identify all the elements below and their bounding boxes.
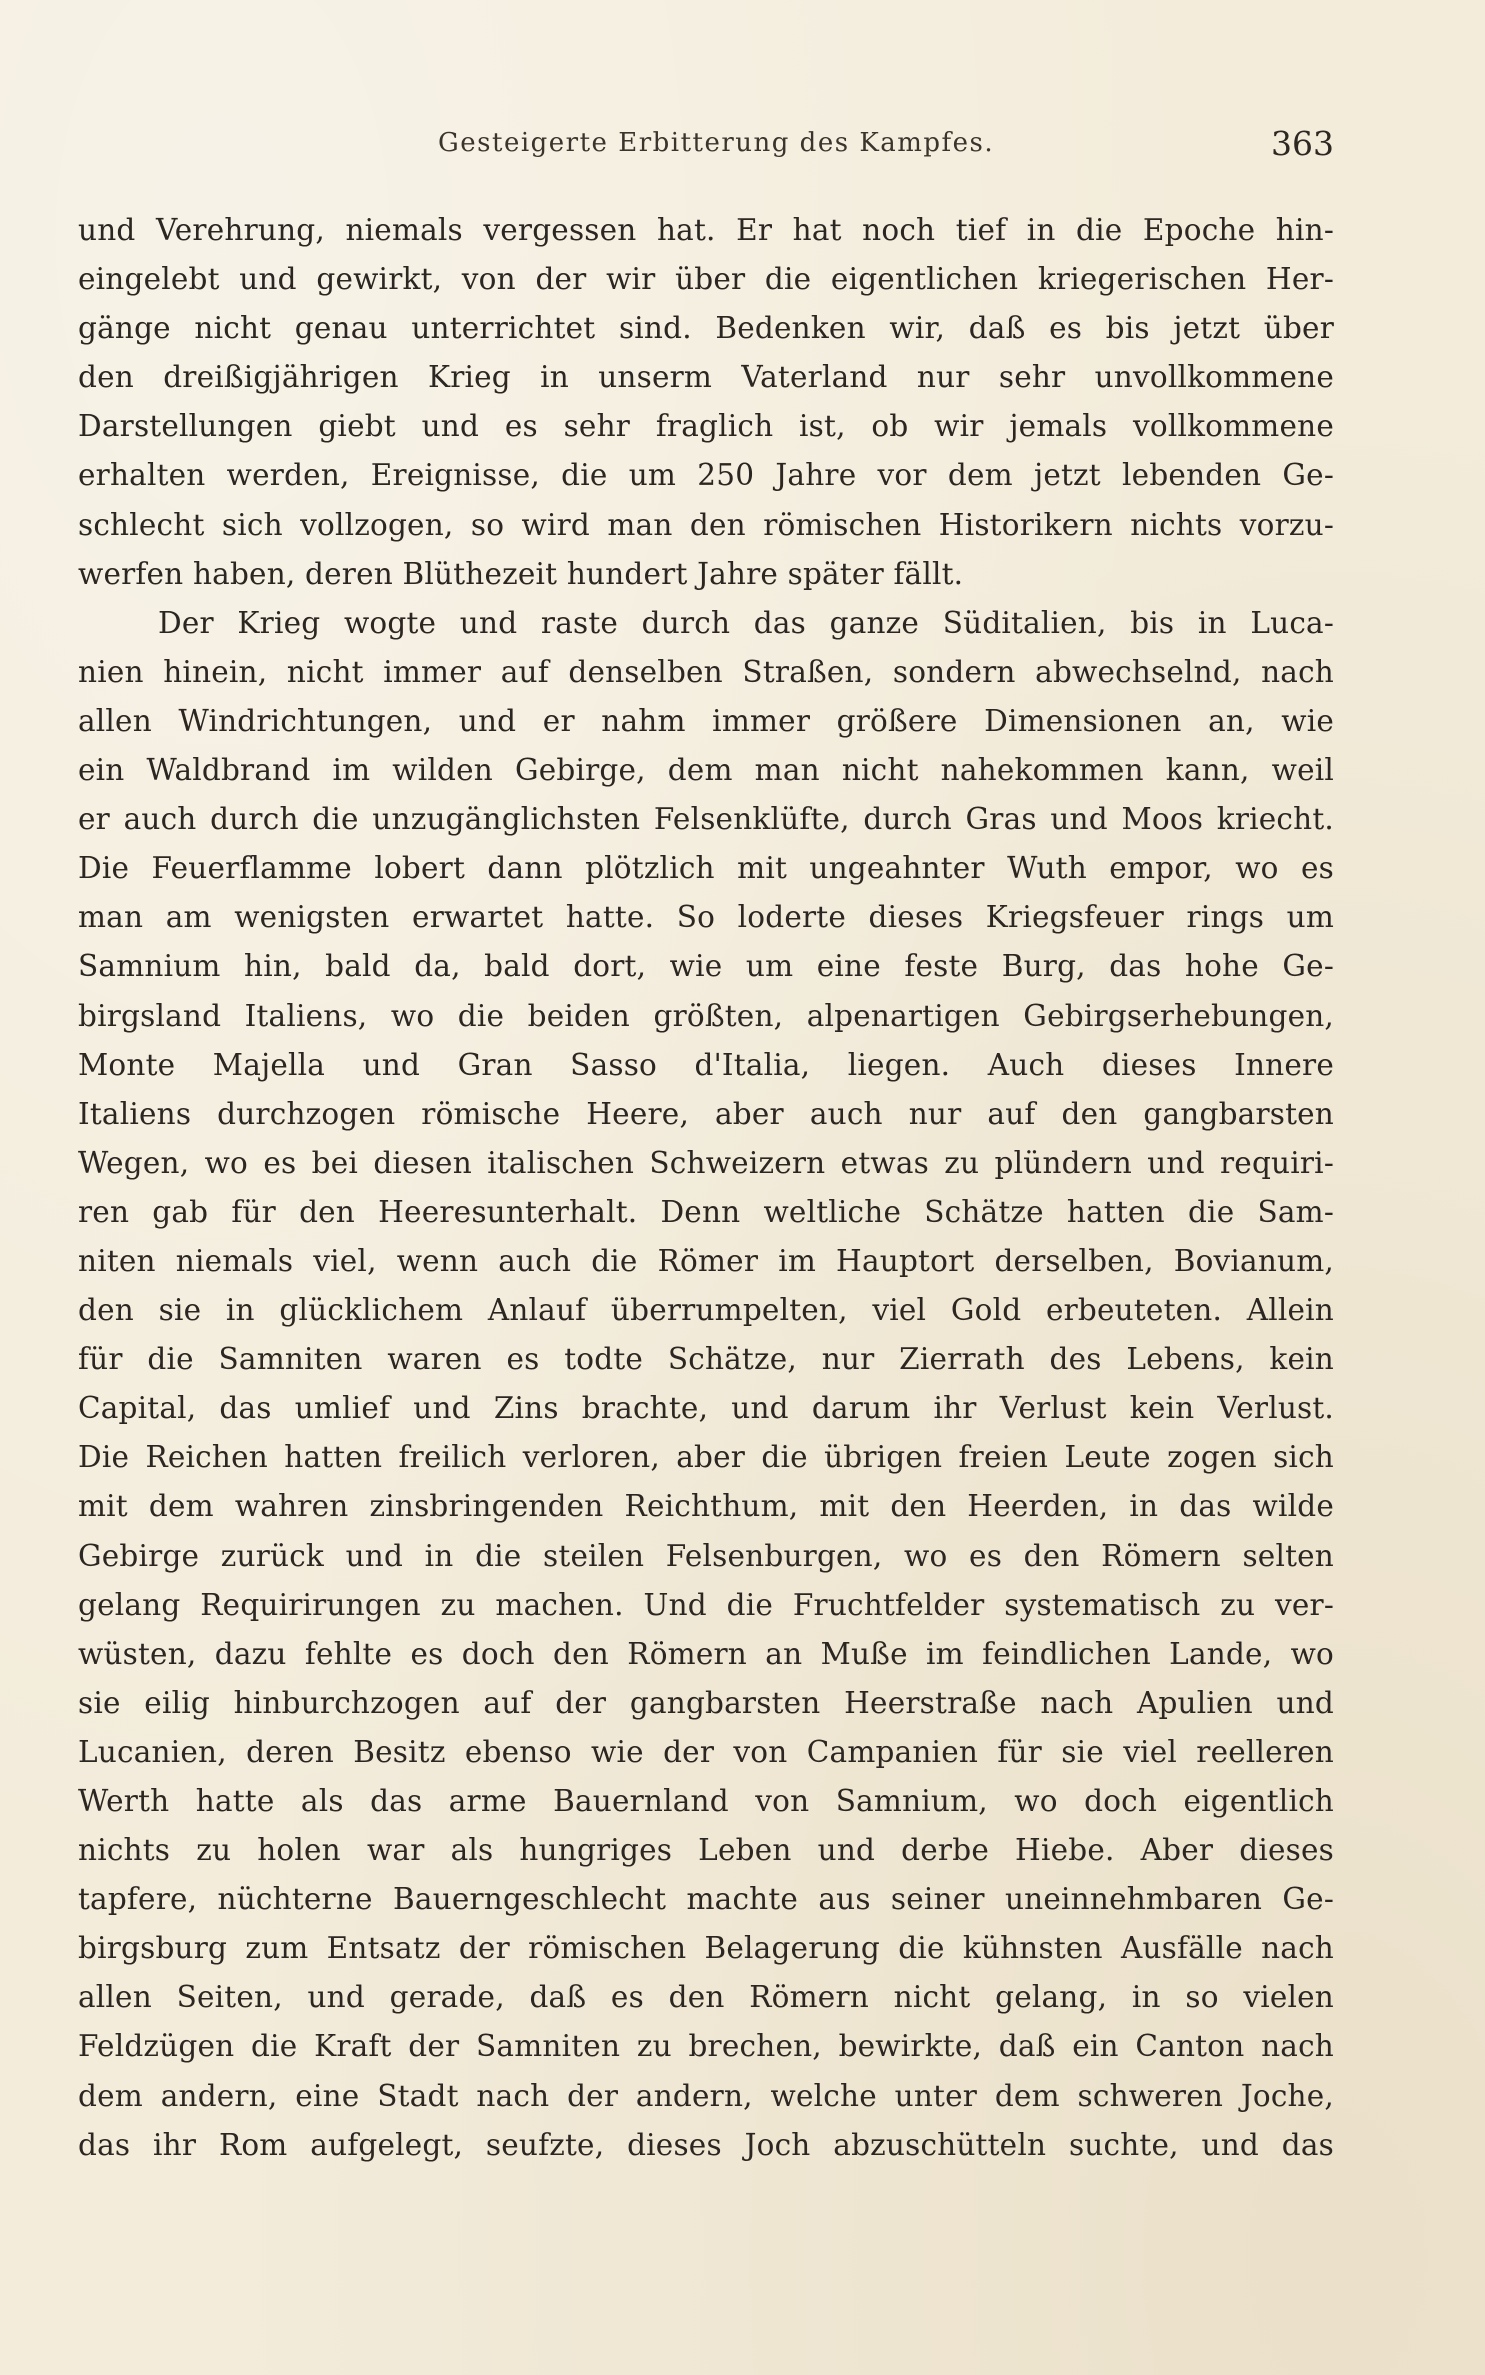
text-line: Die Reichen hatten freilich verloren, aber die übrigen freien Leute zogen sich: [78, 1440, 1334, 1475]
text-line: birgsburg zum Entsatz der römischen Belagerung die kühnsten Ausfälle nach: [78, 1931, 1334, 1966]
text-line: den dreißigjährigen Krieg in unserm Vaterland nur sehr unvollkommene: [78, 360, 1334, 395]
text-line: Darstellungen giebt und es sehr fraglich ist, ob wir jemals vollkommene: [78, 409, 1334, 444]
text-line: Werth hatte als das arme Bauernland von Samnium, wo doch eigentlich: [78, 1784, 1334, 1818]
running-title: Gesteigerte Erbitterung des Kampfes.: [438, 128, 995, 158]
text-line: man am wenigsten erwartet hatte. So loderte dieses Kriegsfeuer rings um: [78, 900, 1334, 935]
text-line: allen Windrichtungen, und er nahm immer größere Dimensionen an, wie: [78, 703, 1334, 738]
text-line: allen Seiten, und gerade, daß es den Römern nicht gelang, in so vielen: [78, 1980, 1334, 2015]
text-line: eingelebt und gewirkt, von der wir über die eigentlichen kriegerischen Her-: [78, 262, 1334, 297]
paragraph: [78, 206, 1334, 599]
text-line: Samnium hin, bald da, bald dort, wie um eine feste Burg, das hohe Ge-: [78, 949, 1334, 984]
text-line: mit dem wahren zinsbringenden Reichthum, mit den Heerden, in das wilde: [78, 1489, 1334, 1524]
text-line: werfen haben, deren Blüthezeit hundert Jahre später fällt.: [78, 556, 964, 591]
text-line: gelang Requirirungen zu machen. Und die Fruchtfelder systematisch zu ver-: [78, 1587, 1334, 1622]
text-line: und Verehrung, niemals vergessen hat. Er hat noch tief in die Epoche hin-: [78, 213, 1334, 247]
text-line: das ihr Rom aufgelegt, seufzte, dieses Joch abzuschütteln suchte, und das: [78, 2127, 1334, 2162]
text-line: Lucanien, deren Besitz ebenso wie der von Campanien für sie viel reelleren: [78, 1734, 1334, 1769]
text-line: ein Waldbrand im wilden Gebirge, dem man nicht nahekommen kann, weil: [78, 753, 1334, 788]
text-line: nichts zu holen war als hungriges Leben und derbe Hiebe. Aber dieses: [78, 1833, 1334, 1868]
text-line: Italiens durchzogen römische Heere, aber auch nur auf den gangbarsten: [78, 1096, 1334, 1131]
text-line: Der Krieg wogte und raste durch das ganze Süditalien, bis in Luca-: [158, 605, 1334, 640]
text-line: für die Samniten waren es todte Schätze, nur Zierrath des Lebens, kein: [78, 1342, 1334, 1377]
page-number: 363: [1271, 124, 1334, 163]
text-line: gänge nicht genau unterrichtet sind. Bedenken wir, daß es bis jetzt über: [78, 311, 1334, 346]
text-line: ren gab für den Heeresunterhalt. Denn weltliche Schätze hatten die Sam-: [78, 1194, 1334, 1229]
text-line: Capital, das umlief und Zins brachte, und darum ihr Verlust kein Verlust.: [78, 1391, 1334, 1426]
text-line: Die Feuerflamme lobert dann plötzlich mit ungeahnter Wuth empor, wo es: [78, 851, 1334, 886]
paragraph: [78, 599, 1334, 2170]
running-header: [78, 124, 1334, 172]
text-line: schlecht sich vollzogen, so wird man den römischen Historikern nichts vorzu-: [78, 507, 1334, 542]
body-text: [78, 206, 1334, 2170]
text-line: tapfere, nüchterne Bauerngeschlecht machte aus seiner uneinnehmbaren Ge-: [78, 1882, 1334, 1917]
text-line: Wegen, wo es bei diesen italischen Schweizern etwas zu plündern und requiri-: [78, 1145, 1334, 1180]
text-line: nien hinein, nicht immer auf denselben Straßen, sondern abwechselnd, nach: [78, 654, 1334, 689]
text-line: Gebirge zurück und in die steilen Felsenburgen, wo es den Römern selten: [78, 1538, 1334, 1573]
text-line: dem andern, eine Stadt nach der andern, welche unter dem schweren Joche,: [78, 2078, 1334, 2113]
text-line: sie eilig hinburchzogen auf der gangbarsten Heerstraße nach Apulien und: [78, 1685, 1334, 1720]
text-line: Monte Majella und Gran Sasso d'Italia, liegen. Auch dieses Innere: [78, 1047, 1334, 1082]
text-line: birgsland Italiens, wo die beiden größten, alpenartigen Gebirgserhebungen,: [78, 998, 1334, 1033]
text-line: wüsten, dazu fehlte es doch den Römern an Muße im feindlichen Lande, wo: [78, 1636, 1334, 1671]
text-line: er auch durch die unzugänglichsten Felsenklüfte, durch Gras und Moos kriecht.: [78, 802, 1334, 837]
text-line: erhalten werden, Ereignisse, die um 250 Jahre vor dem jetzt lebenden Ge-: [78, 458, 1334, 493]
text-line: niten niemals viel, wenn auch die Römer im Hauptort derselben, Bovianum,: [78, 1243, 1334, 1278]
text-line: Feldzügen die Kraft der Samniten zu brechen, bewirkte, daß ein Canton nach: [78, 2029, 1334, 2064]
text-line: den sie in glücklichem Anlauf überrumpelten, viel Gold erbeuteten. Allein: [78, 1293, 1334, 1328]
